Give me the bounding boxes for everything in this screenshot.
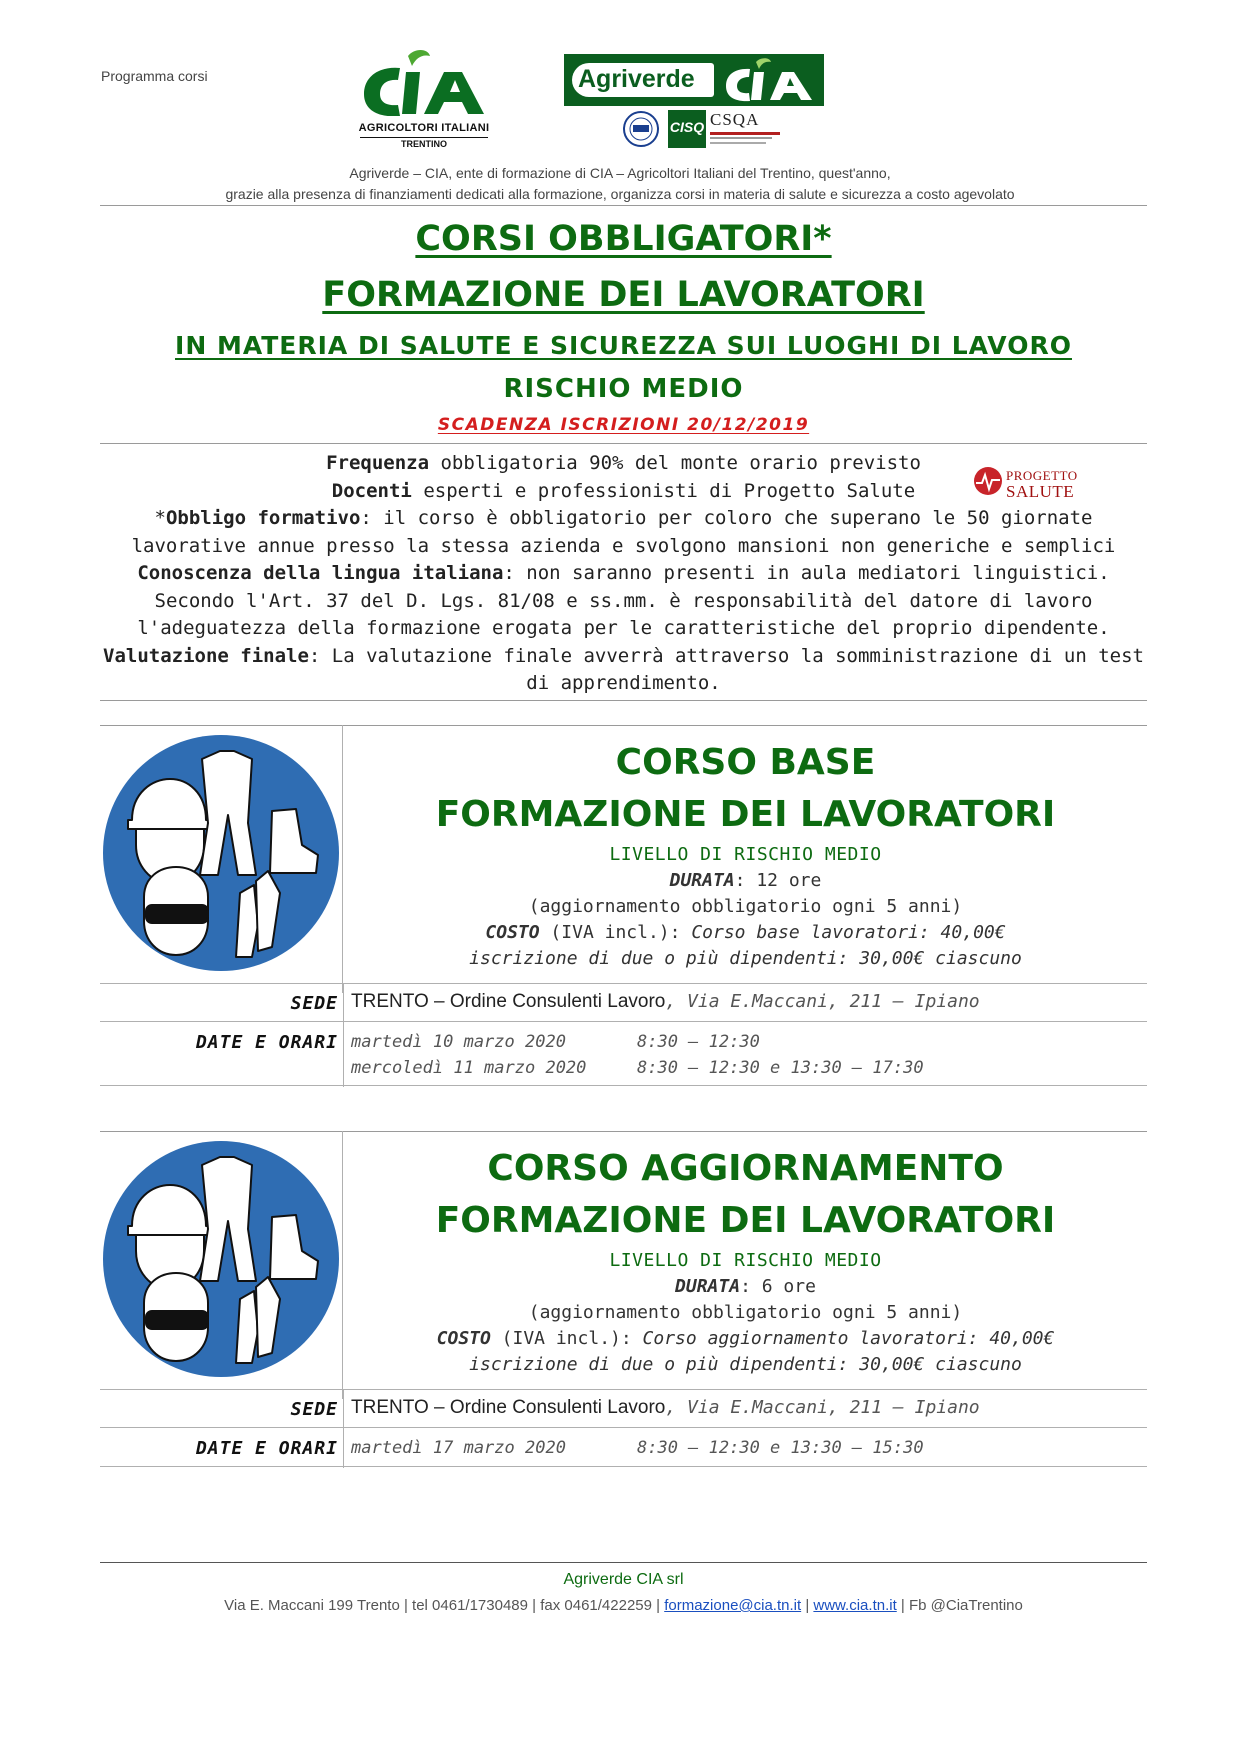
cia-logo-text-1: AGRICOLTORI ITALIANI xyxy=(358,122,490,134)
course-aggiornamento-title-1: CORSO AGGIORNAMENTO xyxy=(487,1148,1004,1189)
course-aggiornamento-dates-row xyxy=(100,1427,1147,1467)
agriverde-logo-brand: Agriverde xyxy=(578,65,695,93)
registration-deadline: SCADENZA ISCRIZIONI 20/12/2019 xyxy=(437,415,810,435)
frequenza-text: obbligatoria 90% del monte orario previsto xyxy=(429,452,921,474)
date-label: DATE E ORARI xyxy=(195,1438,338,1459)
course-base-image-cell xyxy=(100,725,343,993)
info-lingua xyxy=(100,560,1147,588)
course-aggiornamento-costo xyxy=(344,1326,1147,1352)
course-aggiornamento-durata xyxy=(344,1274,1147,1300)
title-line-3: IN MATERIA DI SALUTE E SICUREZZA SUI LUOGHI DI LAVORO xyxy=(175,331,1072,360)
date-day-1: martedì 10 marzo 2020 xyxy=(351,1032,566,1052)
course-aggiornamento-sede-row xyxy=(100,1389,1147,1427)
sede-value xyxy=(351,991,980,1013)
footer-social: | Fb @CiaTrentino xyxy=(896,1597,1023,1614)
title-line-4: RISCHIO MEDIO xyxy=(503,374,744,404)
cia-logo-text-2: TRENTINO xyxy=(401,139,447,149)
sede-location: TRENTO – Ordine Consulenti Lavoro xyxy=(351,991,666,1012)
footer-email-link[interactable]: formazione@cia.tn.it xyxy=(664,1597,802,1614)
course-base-dates-row xyxy=(100,1021,1147,1086)
cisq-cert-text: CISQ xyxy=(669,119,705,135)
iqnet-cert-badge xyxy=(620,110,664,148)
course-base-title-2: FORMAZIONE DEI LAVORATORI xyxy=(435,794,1056,835)
course-aggiornamento-title-2: FORMAZIONE DEI LAVORATORI xyxy=(435,1200,1056,1241)
info-valutazione xyxy=(100,643,1147,671)
date-time-2: 8:30 – 12:30 e 13:30 – 17:30 xyxy=(637,1058,924,1078)
sede-address: , Via E.Maccani, 211 – Ipiano xyxy=(665,1397,980,1418)
valutazione-label: Valutazione finale xyxy=(103,644,309,667)
progetto-salute-logo xyxy=(970,463,1080,501)
agriverde-logo xyxy=(564,52,828,152)
csqa-cert-badge xyxy=(710,110,782,148)
title-line-2: FORMAZIONE DEI LAVORATORI xyxy=(322,275,925,315)
course-base-durata xyxy=(344,868,1147,894)
info-valutazione-2: di apprendimento. xyxy=(526,672,721,694)
course-base-level: LIVELLO DI RISCHIO MEDIO xyxy=(609,844,882,865)
csqa-rule-1 xyxy=(710,137,772,139)
lingua-label: Conoscenza della lingua italiana xyxy=(137,562,504,584)
durata-label: DURATA xyxy=(669,870,735,891)
costo-value: Corso base lavoratori: 40,00€ xyxy=(691,922,1006,943)
title-line-1: CORSI OBBLIGATORI* xyxy=(415,219,832,259)
durata-value: : 12 ore xyxy=(734,870,822,891)
sede-value xyxy=(351,1397,980,1419)
ppe-mandatory-sign-icon xyxy=(100,1131,343,1399)
sede-label: SEDE xyxy=(290,1399,338,1420)
row-separator xyxy=(343,1428,344,1468)
cisq-cert-badge xyxy=(668,110,706,148)
row-separator xyxy=(343,1390,344,1428)
iscrizione-text: iscrizione di due o più dipendenti: 30,00€ ciascuno xyxy=(469,1354,1022,1375)
sede-label: SEDE xyxy=(290,993,338,1014)
course-base xyxy=(100,725,1147,1086)
ppe-mandatory-sign-icon xyxy=(100,725,343,993)
course-aggiornamento xyxy=(100,1131,1147,1469)
date-time-1: 8:30 – 12:30 xyxy=(637,1032,760,1052)
costo-label: COSTO xyxy=(436,1328,491,1349)
docenti-text: esperti e professionisti di Progetto Salute xyxy=(411,479,916,502)
sede-address: , Via E.Maccani, 211 – Ipiano xyxy=(665,991,980,1012)
csqa-rule-2 xyxy=(710,142,766,144)
cia-logo-mark xyxy=(358,50,490,116)
progetto-salute-text-1: PROGETTO xyxy=(1006,468,1078,483)
progetto-salute-text-2: SALUTE xyxy=(1006,482,1075,501)
footer-brand: Agriverde CIA srl xyxy=(563,1571,684,1588)
sede-location: TRENTO – Ordine Consulenti Lavoro xyxy=(351,1397,666,1418)
costo-label: COSTO xyxy=(485,922,540,943)
footer-separator: | xyxy=(801,1597,814,1614)
intro-line-2: grazie alla presenza di finanziamenti dedicati alla formazione, organizza corsi in materia di salute e sicurezza a costo agevolato xyxy=(225,186,1015,202)
footer-address: Via E. Maccani 199 Trento | tel 0461/1730489 | fax 0461/422259 | xyxy=(224,1597,665,1614)
course-base-title-1: CORSO BASE xyxy=(615,742,876,783)
csqa-rule-red xyxy=(710,132,780,135)
agriverde-cia-mark xyxy=(722,58,818,102)
course-base-costo xyxy=(344,920,1147,946)
durata-label: DURATA xyxy=(675,1276,741,1297)
divider-top xyxy=(100,205,1147,206)
costo-iva: (IVA incl.): xyxy=(539,922,692,943)
footer-contacts xyxy=(100,1597,1147,1614)
durata-value: : 6 ore xyxy=(740,1276,816,1297)
cia-logo-divider xyxy=(360,137,488,138)
date-day-1: martedì 17 marzo 2020 xyxy=(351,1438,566,1458)
row-separator xyxy=(343,1022,344,1087)
footer-website-link[interactable]: www.cia.tn.it xyxy=(813,1597,897,1614)
course-aggiornamento-image-cell xyxy=(100,1131,343,1399)
iscrizione-text: iscrizione di due o più dipendenti: 30,00€ ciascuno xyxy=(469,948,1022,969)
date-day-2: mercoledì 11 marzo 2020 xyxy=(351,1058,587,1078)
costo-iva: (IVA incl.): xyxy=(490,1328,643,1349)
course-base-iscrizione xyxy=(344,946,1147,972)
docenti-label: Docenti xyxy=(331,479,412,502)
divider-footer xyxy=(100,1562,1147,1563)
obbligo-text: : il corso è obbligatorio per coloro che superano le 50 giornate xyxy=(360,507,1093,529)
costo-value: Corso aggiornamento lavoratori: 40,00€ xyxy=(642,1328,1055,1349)
course-aggiornamento-iscrizione xyxy=(344,1352,1147,1378)
course-aggiornamento-aggiornamento: (aggiornamento obbligatorio ogni 5 anni) xyxy=(528,1302,963,1323)
course-aggiornamento-details xyxy=(344,1143,1147,1378)
course-base-details xyxy=(344,737,1147,972)
progetto-salute-icon xyxy=(972,465,1004,497)
lingua-text: : non saranno presenti in aula mediatori linguistici. xyxy=(503,562,1110,584)
course-base-sede-row xyxy=(100,983,1147,1021)
valutazione-text: : La valutazione finale avverrà attraverso la somministrazione di un test xyxy=(308,644,1144,667)
date-label: DATE E ORARI xyxy=(195,1032,338,1053)
program-label: Programma corsi xyxy=(101,68,208,84)
obbligo-label: Obbligo formativo xyxy=(165,507,361,529)
date-time-1: 8:30 – 12:30 e 13:30 – 15:30 xyxy=(637,1438,924,1458)
frequenza-label: Frequenza xyxy=(326,452,430,474)
course-aggiornamento-level: LIVELLO DI RISCHIO MEDIO xyxy=(609,1250,882,1271)
divider-info-top xyxy=(100,443,1147,444)
csqa-cert-text: CSQA xyxy=(710,110,760,129)
info-art-1: Secondo l'Art. 37 del D. Lgs. 81/08 e ss.mm. è responsabilità del datore di lavoro xyxy=(154,589,1093,612)
row-separator xyxy=(343,984,344,1022)
divider-info-bottom xyxy=(100,700,1147,701)
info-art-2: l'adeguatezza della formazione erogata per le caratteristiche del proprio dipendente. xyxy=(137,617,1110,639)
info-obbligo-2: lavorative annue presso la stessa azienda e svolgono mansioni non generiche e semplici xyxy=(131,534,1116,557)
course-base-aggiornamento: (aggiornamento obbligatorio ogni 5 anni) xyxy=(528,896,963,917)
obbligo-prefix: * xyxy=(154,507,166,529)
info-obbligo xyxy=(100,505,1147,533)
cia-logo xyxy=(350,50,498,150)
intro-line-1: Agriverde – CIA, ente di formazione di CIA – Agricoltori Italiani del Trentino, quest'anno, xyxy=(349,165,891,181)
